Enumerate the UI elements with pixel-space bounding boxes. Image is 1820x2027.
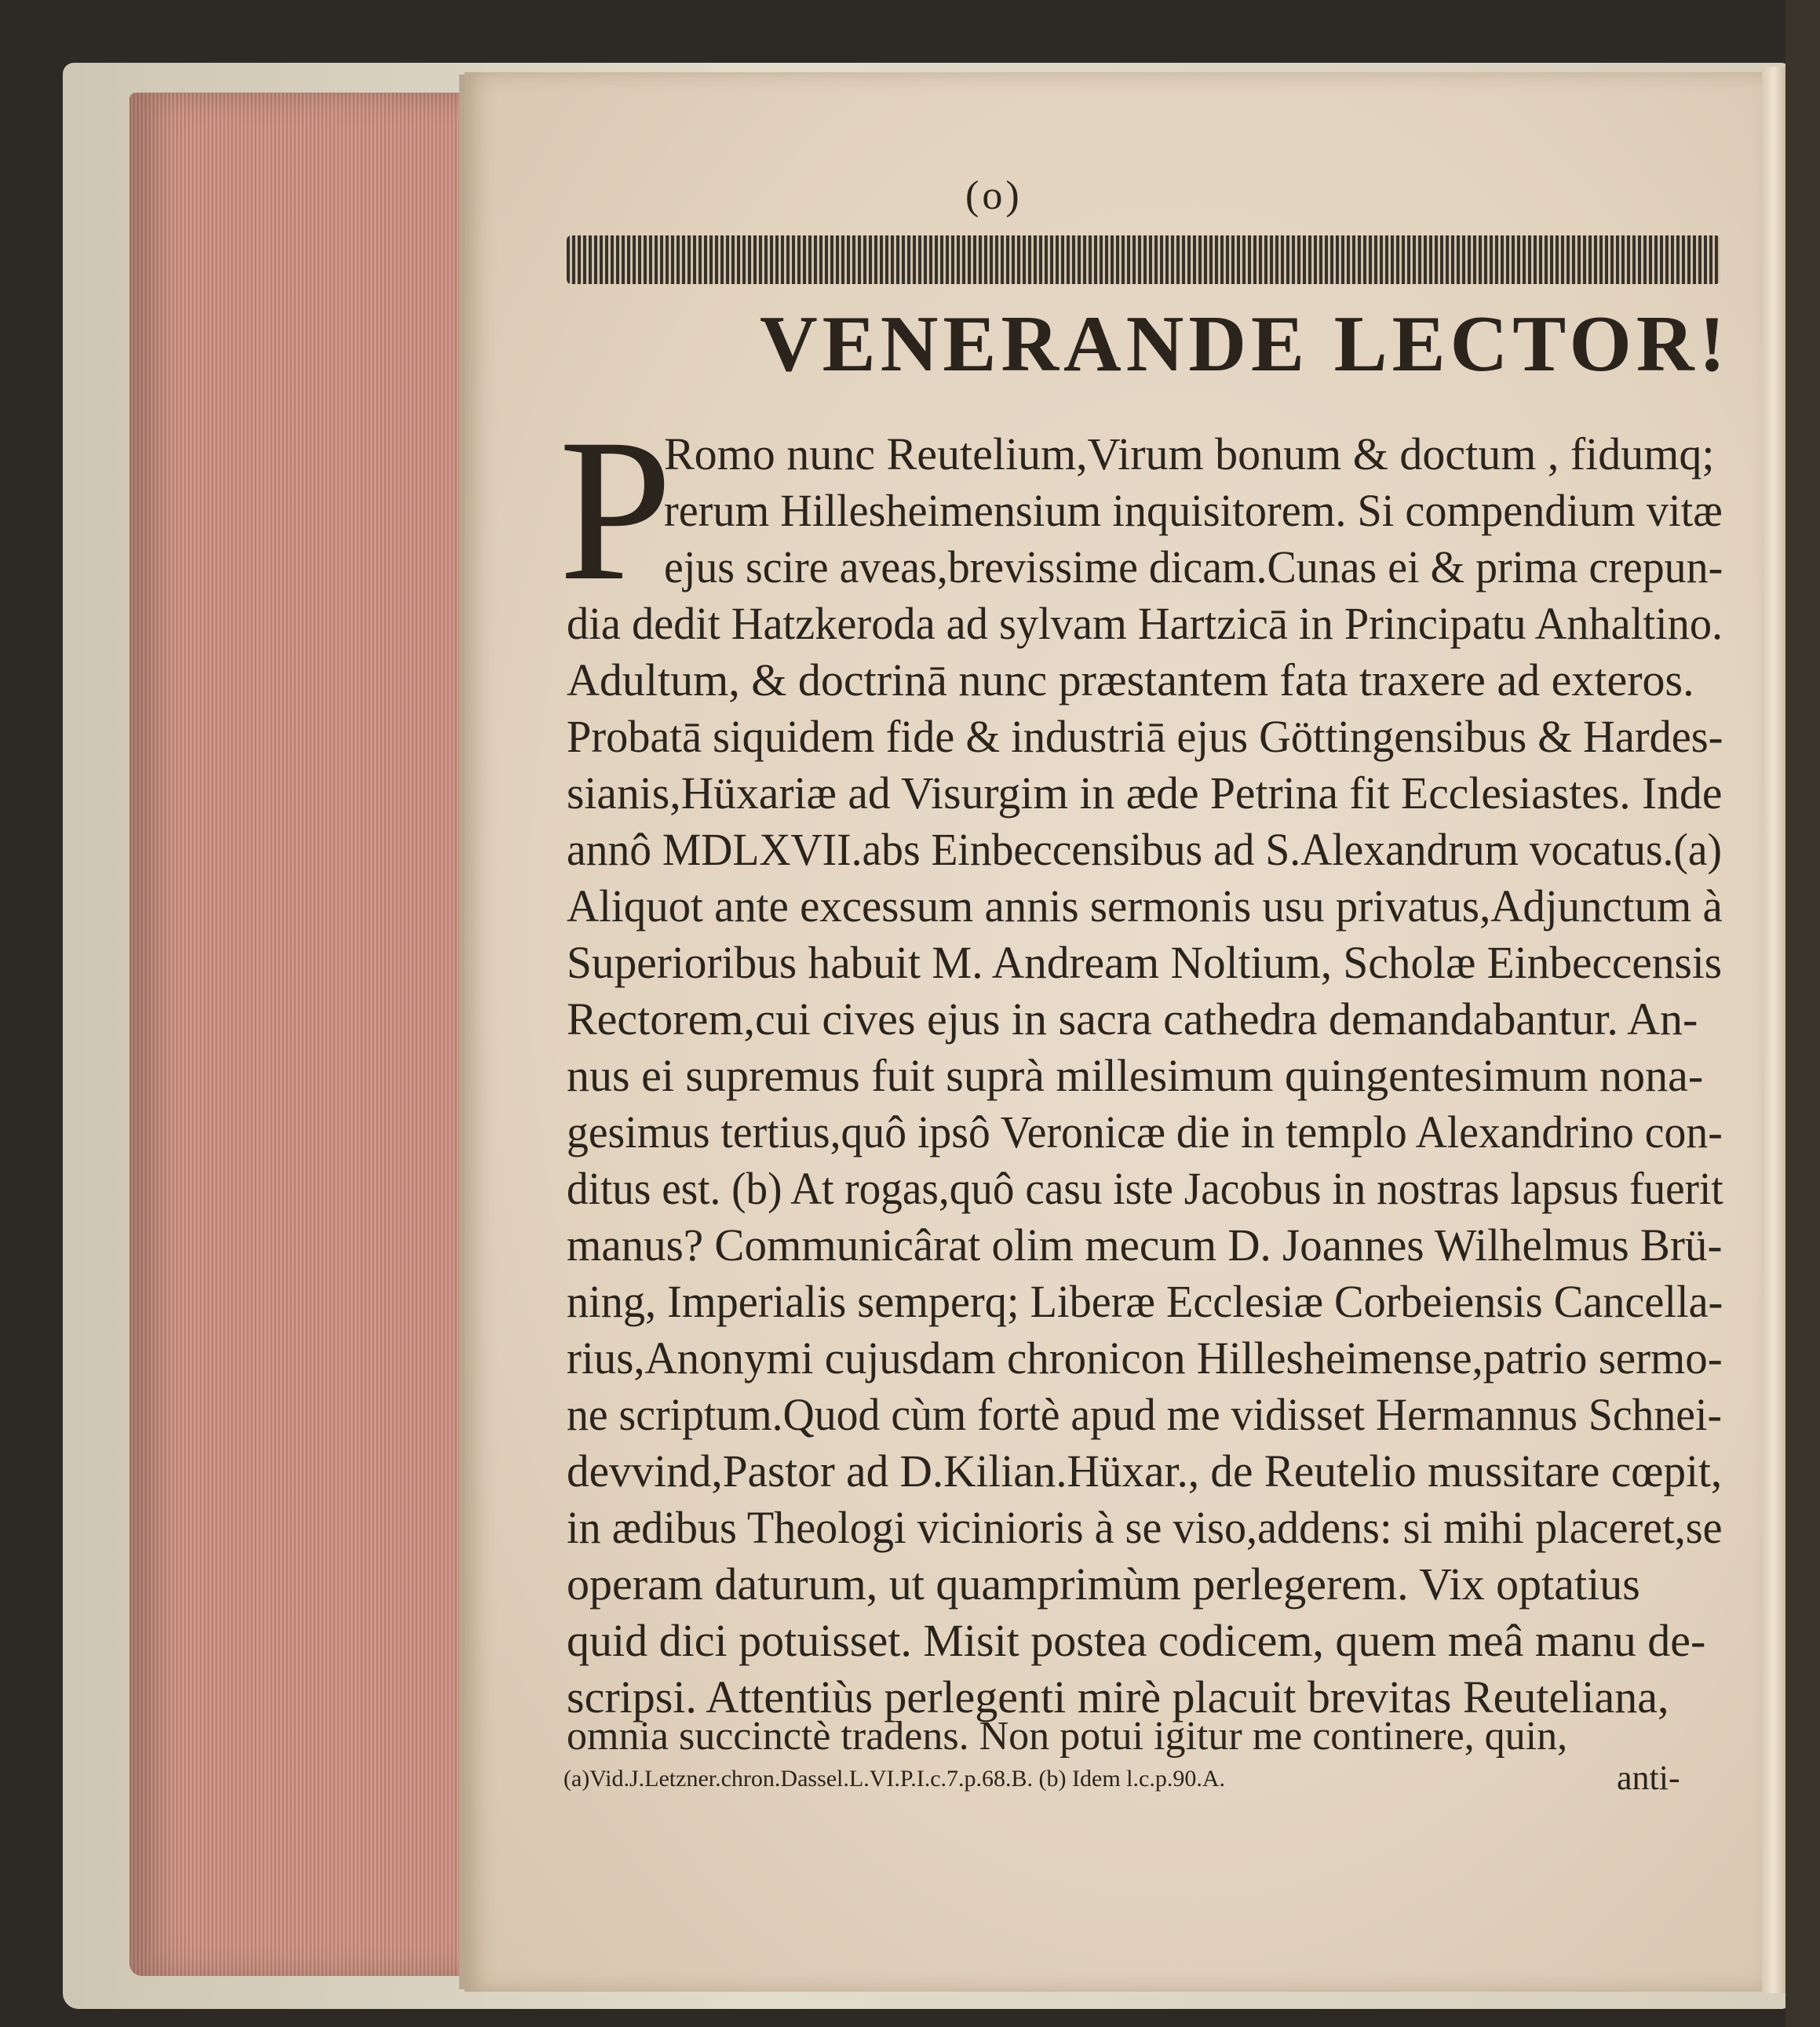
text-line: sianis,Hüxariæ ad Visurgim in æde Petrina fit Ecclesiastes. Inde xyxy=(567,767,1723,818)
text-line: annô MDLXVII.abs Einbeccensibus ad S.Alexandrum vocatus.(a) xyxy=(567,824,1723,875)
text-line: gesimus tertius,quô ipsô Veronicæ die in templo Alexandrino con- xyxy=(567,1106,1723,1158)
text-line: quid dici potuisset. Misit postea codicem, quem meâ manu de- xyxy=(567,1615,1706,1666)
footnote: (a)Vid.J.Letzner.chron.Dassel.L.VI.P.I.c.7.p.68.B. (b) Idem l.c.p.90.A. xyxy=(564,1766,1225,1792)
text-line: in ædibus Theologi vicinioris à se viso,addens: si mihi placeret,se xyxy=(567,1502,1723,1553)
text-line: Rectorem,cui cives ejus in sacra cathedra demandabantur. An- xyxy=(567,993,1698,1044)
text-line: devvind,Pastor ad D.Kilian.Hüxar., de Reutelio mussitare cœpit, xyxy=(567,1446,1723,1497)
page-edges xyxy=(129,93,459,1976)
text-line: ejus scire aveas,brevissime dicam.Cunas ei & prima crepun- xyxy=(664,541,1723,592)
text-line: rerum Hillesheimensium inquisitorem. Si compendium vitæ xyxy=(664,485,1723,536)
text-line: operam daturum, ut quamprimùm perlegerem. Vix optatius xyxy=(567,1559,1640,1610)
text-line: Romo nunc Reutelium,Virum bonum & doctum , fidumq; xyxy=(664,428,1715,479)
text-line: Adultum, & doctrinā nunc præstantem fata traxere ad exteros. xyxy=(567,654,1694,705)
text-line: Probatā siquidem fide & industriā ejus Göttingensibus & Hardes- xyxy=(567,711,1723,762)
text-line: scripsi. Attentiùs perlegenti mirè placuit brevitas Reuteliana, xyxy=(567,1672,1669,1723)
catchword: anti- xyxy=(1617,1759,1680,1797)
ornamental-border xyxy=(567,235,1720,284)
page-number: (o) xyxy=(965,173,1023,218)
text-line: omnia succinctè tradens. Non potui igitur me continere, quin, xyxy=(567,1714,1568,1759)
text-line: rius,Anonymi cujusdam chronicon Hillesheimense,patrio sermo- xyxy=(567,1332,1723,1384)
drop-initial: P xyxy=(559,397,673,623)
text-line: Aliquot ante excessum annis sermonis usu privatus,Adjunctum à xyxy=(567,880,1723,931)
facing-page-edge xyxy=(1762,67,1785,1993)
text-line: manus? Communicârat olim mecum D. Joannes Wilhelmus Brü- xyxy=(567,1219,1723,1271)
text-line: ne scriptum.Quod cùm fortè apud me vidisset Hermannus Schnei- xyxy=(567,1389,1723,1440)
text-line: dia dedit Hatzkeroda ad sylvam Hartzicā in Principatu Anhaltino. xyxy=(567,598,1723,649)
text-line: nus ei supremus fuit suprà millesimum quingentesimum nona- xyxy=(567,1050,1704,1101)
text-line: ditus est. (b) At rogas,quô casu iste Jacobus in nostras lapsus fuerit xyxy=(567,1163,1723,1214)
background-right xyxy=(1785,0,1820,2027)
text-line: Superioribus habuit M. Andream Noltium, Scholæ Einbeccensis xyxy=(567,937,1723,988)
text-line: ning, Imperialis semperq; Liberæ Ecclesiæ Corbeiensis Cancella- xyxy=(567,1276,1723,1327)
heading: VENERANDE LECTOR! xyxy=(760,300,1731,388)
